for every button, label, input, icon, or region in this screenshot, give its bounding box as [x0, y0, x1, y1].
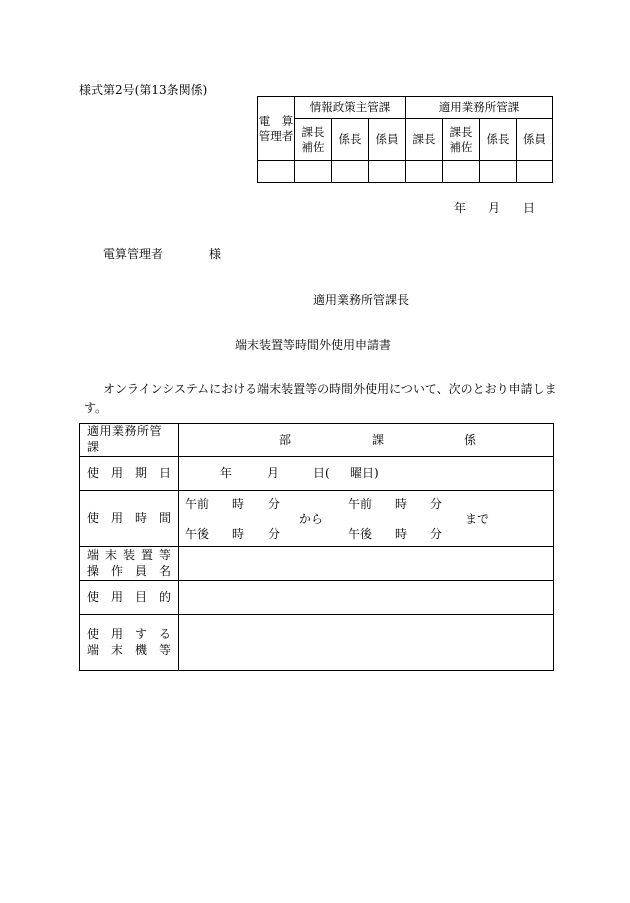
label-char: 用 — [110, 510, 123, 525]
operator-value[interactable] — [179, 547, 554, 581]
end-pm: 午後 — [348, 527, 373, 541]
date-day: 日 — [523, 201, 536, 215]
date-value[interactable] — [179, 457, 554, 491]
dept-be: 部 — [279, 433, 292, 447]
label-char: 日 — [158, 465, 171, 480]
row-time — [80, 491, 554, 547]
label-char: 使 — [87, 465, 100, 480]
use-date-day: 日( — [313, 466, 330, 480]
denzan-kanrisha-cell — [258, 97, 295, 161]
date-label — [80, 457, 179, 491]
start-pm-minute: 分 — [268, 527, 281, 541]
stamp-cell[interactable] — [295, 161, 332, 183]
dept-ka: 課 — [372, 433, 385, 447]
date-year: 年 — [454, 201, 467, 215]
start-pm-hour: 時 — [232, 527, 245, 541]
role-cell: 課長補佐 — [295, 119, 332, 161]
row-dept — [80, 424, 554, 457]
stamp-cell[interactable] — [517, 161, 553, 183]
role-cell: 課長補佐 — [443, 119, 480, 161]
application-table — [79, 423, 554, 671]
use-date-month: 月 — [267, 466, 280, 480]
stamp-cell[interactable] — [443, 161, 480, 183]
dept-value[interactable] — [179, 424, 554, 457]
until-label: まで — [465, 512, 490, 526]
stamp-cell[interactable] — [258, 161, 295, 183]
stamp-cell[interactable] — [332, 161, 369, 183]
role-cell: 係長 — [332, 119, 369, 161]
addressee-name: 電算管理者 — [103, 247, 164, 261]
body-line-2: す。 — [84, 401, 108, 415]
dept1-header: 情報政策主管課 — [295, 97, 406, 119]
role-cell: 係員 — [517, 119, 553, 161]
end-pm-minute: 分 — [430, 527, 443, 541]
row-device — [80, 615, 554, 671]
denzan-kanrisha-line1: 電 算 — [258, 113, 294, 128]
approval-table — [257, 96, 553, 183]
start-am-minute: 分 — [268, 497, 281, 511]
start-am-hour: 時 — [232, 497, 245, 511]
end-am: 午前 — [348, 497, 373, 511]
row-purpose — [80, 581, 554, 615]
purpose-label: 使 用 目 的 — [80, 581, 179, 615]
label-char: 用 — [110, 465, 123, 480]
document-title: 端末装置等時間外使用申請書 — [235, 338, 392, 352]
time-label — [80, 491, 179, 547]
start-pm: 午後 — [185, 527, 210, 541]
role-cell: 係長 — [480, 119, 517, 161]
stamp-cell[interactable] — [369, 161, 406, 183]
purpose-value[interactable] — [179, 581, 554, 615]
addressee-honorific: 様 — [209, 247, 222, 261]
label-char: 間 — [158, 510, 171, 525]
end-pm-hour: 時 — [395, 527, 408, 541]
end-am-minute: 分 — [430, 497, 443, 511]
body-line-1: オンラインシステムにおける端末装置等の時間外使用について、次のとおり申請しま — [103, 382, 557, 396]
use-date-weekday: 曜日) — [350, 466, 379, 480]
stamp-cell[interactable] — [480, 161, 517, 183]
form-number: 様式第2号(第13条関係) — [79, 83, 208, 97]
end-am-hour: 時 — [395, 497, 408, 511]
operator-label: 端 末 装 置 等 操 作 員 名 — [80, 547, 179, 581]
row-date — [80, 457, 554, 491]
dept-kakari: 係 — [464, 433, 477, 447]
role-cell: 係員 — [369, 119, 406, 161]
dept2-header: 適用業務所管課 — [406, 97, 553, 119]
device-value[interactable] — [179, 615, 554, 671]
date-month: 月 — [488, 201, 501, 215]
time-value[interactable] — [179, 491, 554, 547]
row-operator — [80, 547, 554, 581]
label-char: 期 — [134, 465, 147, 480]
from-label: から — [299, 512, 324, 526]
start-am: 午前 — [185, 497, 210, 511]
label-char: 使 — [87, 510, 100, 525]
sender: 適用業務所管課長 — [313, 293, 410, 307]
stamp-cell[interactable] — [406, 161, 443, 183]
label-char: 時 — [134, 510, 147, 525]
dept-label: 適用業務所管課 — [80, 424, 179, 457]
role-cell: 課長 — [406, 119, 443, 161]
denzan-kanrisha-line2: 管理者 — [258, 128, 294, 143]
device-label: 使 用 す る 端 末 機 等 — [80, 615, 179, 671]
use-date-year: 年 — [220, 466, 233, 480]
